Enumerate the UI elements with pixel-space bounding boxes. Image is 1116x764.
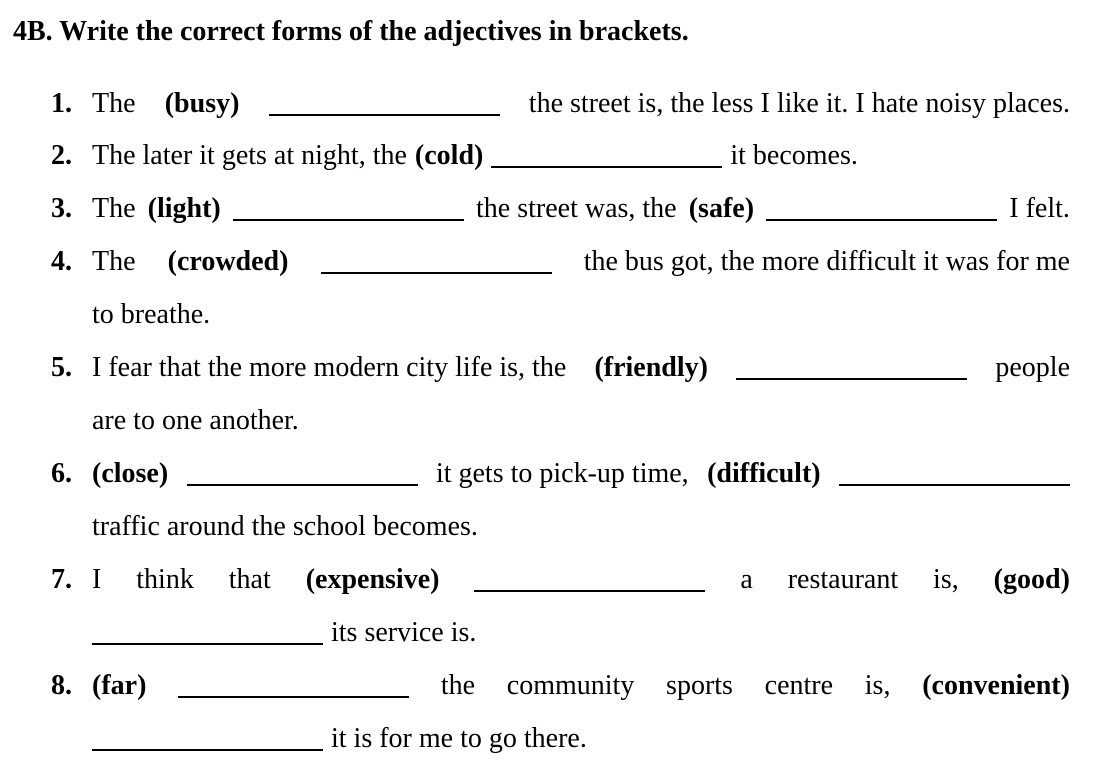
adjective-cue: (expensive) — [305, 564, 440, 595]
sentence-text: The — [92, 246, 136, 277]
sentence-text: it becomes. — [730, 140, 858, 171]
adjective-cue: (light) — [147, 193, 221, 224]
exercise-item-7-continuation — [92, 611, 1070, 649]
exercise-item-4-continuation — [92, 293, 1070, 331]
answer-blank[interactable] — [736, 378, 967, 380]
answer-blank[interactable] — [178, 696, 409, 698]
sentence-text: the street is, the less I like it. I hate noisy places. — [528, 88, 1070, 119]
sentence-text: The — [92, 193, 136, 224]
answer-blank[interactable] — [92, 749, 323, 751]
item-number: 6. — [51, 458, 72, 489]
sentence-text: people — [995, 352, 1070, 383]
sentence-text: the bus got, the more difficult it was for me — [583, 246, 1070, 277]
sentence-word: community — [506, 670, 635, 701]
sentence-word: a — [740, 564, 753, 595]
answer-blank[interactable] — [92, 643, 323, 645]
sentence-word: is, — [933, 564, 959, 595]
answer-blank[interactable] — [766, 219, 997, 221]
sentence-word: centre — [764, 670, 834, 701]
exercise-item-5-continuation — [92, 399, 1070, 437]
sentence-text: I felt. — [1009, 193, 1070, 224]
adjective-cue: (difficult) — [707, 458, 821, 489]
sentence-text: the street was, the — [476, 193, 677, 224]
sentence-text: to breathe. — [92, 299, 211, 330]
item-number: 8. — [51, 670, 72, 701]
answer-blank[interactable] — [839, 484, 1070, 486]
exercise-item-8 — [51, 664, 1070, 702]
item-number: 5. — [51, 352, 72, 383]
adjective-cue: (busy) — [164, 88, 240, 119]
answer-blank[interactable] — [187, 484, 418, 486]
answer-blank[interactable] — [269, 114, 500, 116]
item-number: 4. — [51, 246, 72, 277]
sentence-text: traffic around the school becomes. — [92, 511, 478, 542]
exercise-item-2 — [51, 134, 1070, 172]
sentence-word: the — [440, 670, 476, 701]
exercise-item-1 — [51, 82, 1070, 120]
sentence-text: are to one another. — [92, 405, 299, 436]
exercise-item-6-continuation — [92, 505, 1070, 543]
exercise-item-8-continuation — [92, 717, 1070, 755]
adjective-cue: (close) — [92, 458, 169, 489]
sentence-word: think — [136, 564, 194, 595]
item-number: 3. — [51, 193, 72, 224]
adjective-cue: (far) — [92, 670, 147, 701]
sentence-text: The — [92, 88, 136, 119]
item-number: 7. — [51, 564, 72, 595]
exercise-item-4 — [51, 240, 1070, 278]
sentence-text: it is for me to go there. — [331, 723, 587, 754]
adjective-cue: (crowded) — [167, 246, 289, 277]
adjective-cue: (good) — [993, 564, 1070, 595]
sentence-text: The later it gets at night, the — [92, 140, 407, 171]
sentence-text: I fear that the more modern city life is, the — [92, 352, 567, 383]
item-number: 1. — [51, 88, 72, 119]
exercise-item-3 — [51, 187, 1070, 225]
sentence-text: its service is. — [331, 617, 477, 648]
adjective-cue: (friendly) — [594, 352, 708, 383]
answer-blank[interactable] — [233, 219, 464, 221]
adjective-cue: (convenient) — [922, 670, 1070, 701]
item-number: 2. — [51, 140, 72, 171]
sentence-text: it gets to pick-up time, — [435, 458, 689, 489]
exercise-item-6 — [51, 452, 1070, 490]
exercise-item-5 — [51, 346, 1070, 384]
answer-blank[interactable] — [474, 590, 705, 592]
sentence-word: restaurant — [787, 564, 899, 595]
sentence-word: sports — [666, 670, 733, 701]
exercise-heading: 4B. Write the correct forms of the adjectives in brackets. — [13, 16, 689, 47]
exercise-item-7 — [51, 558, 1070, 596]
adjective-cue: (cold) — [414, 140, 484, 171]
adjective-cue: (safe) — [688, 193, 755, 224]
sentence-word: that — [228, 564, 271, 595]
sentence-word: I — [92, 564, 102, 595]
answer-blank[interactable] — [491, 166, 722, 168]
answer-blank[interactable] — [321, 272, 552, 274]
sentence-word: is, — [864, 670, 891, 701]
